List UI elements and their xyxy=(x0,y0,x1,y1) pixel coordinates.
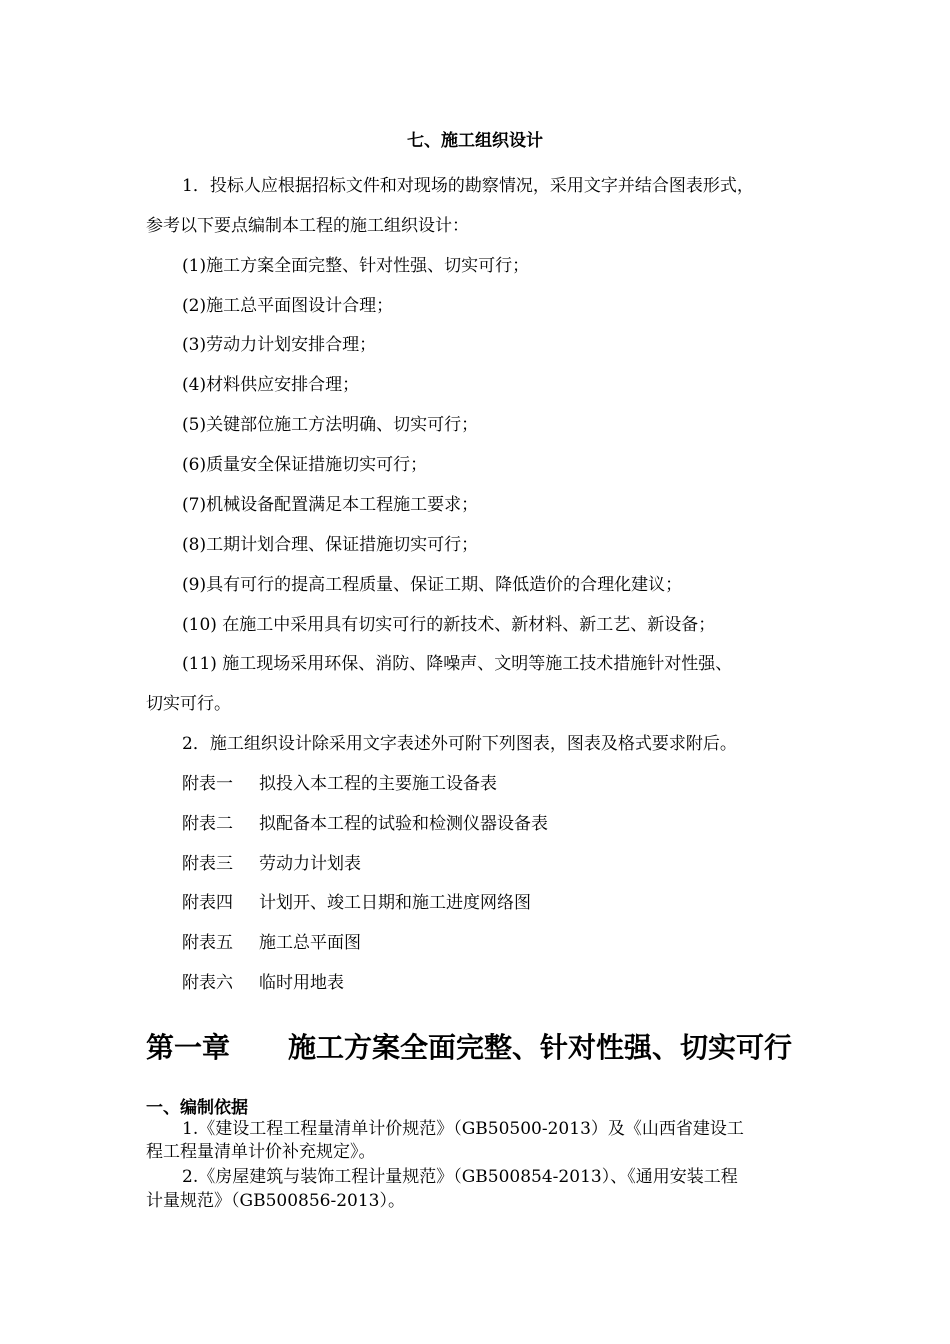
point-item: (5)关键部位施工方法明确、切实可行； xyxy=(182,415,479,435)
appendix-name: 拟配备本工程的试验和检测仪器设备表 xyxy=(259,814,548,834)
appendix-name: 计划开、竣工日期和施工进度网络图 xyxy=(259,893,531,913)
appendix-code: 附表二 xyxy=(182,814,233,834)
basis-item-line: 程工程量清单计价补充规定》。 xyxy=(146,1142,376,1162)
appendix-code: 附表六 xyxy=(182,973,233,993)
point-item: (2)施工总平面图设计合理； xyxy=(182,296,394,316)
appendix-code: 附表一 xyxy=(182,774,233,794)
appendix-code: 附表四 xyxy=(182,893,233,913)
appendix-item xyxy=(182,812,548,836)
appendix-code: 附表三 xyxy=(182,854,233,874)
appendix-item xyxy=(182,772,497,796)
point-item: (7)机械设备配置满足本工程施工要求； xyxy=(182,495,479,515)
point-item: (3)劳动力计划安排合理； xyxy=(182,335,377,355)
point-item: (8)工期计划合理、保证措施切实可行； xyxy=(182,535,479,555)
appendix-item xyxy=(182,852,361,876)
point-item: (1)施工方案全面完整、针对性强、切实可行； xyxy=(182,256,530,276)
appendix-item xyxy=(182,891,531,915)
appendix-item xyxy=(182,931,361,955)
appendix-code: 附表五 xyxy=(182,933,233,953)
appendix-name: 临时用地表 xyxy=(259,973,344,993)
basis-item-line: 2.《房屋建筑与装饰工程计量规范》（GB500854-2013）、《通用安装工程 xyxy=(182,1167,738,1187)
point-item: (6)质量安全保证措施切实可行； xyxy=(182,455,428,475)
appendix-name: 劳动力计划表 xyxy=(259,854,361,874)
appendix-name: 施工总平面图 xyxy=(259,933,361,953)
chapter-number: 第一章 xyxy=(146,1031,231,1064)
subsection-heading: 一、编制依据 xyxy=(146,1098,248,1118)
basis-item-line: 计量规范》（GB500856-2013）。 xyxy=(146,1191,405,1211)
point-item-continuation: 切实可行。 xyxy=(146,694,231,714)
point-item: (10) 在施工中采用具有切实可行的新技术、新材料、新工艺、新设备； xyxy=(182,615,716,635)
note-2: 2．施工组织设计除采用文字表述外可附下列图表，图表及格式要求附后。 xyxy=(182,734,737,754)
appendix-name: 拟投入本工程的主要施工设备表 xyxy=(259,774,497,794)
intro-line-2: 参考以下要点编制本工程的施工组织设计： xyxy=(146,216,469,236)
basis-item-line: 1.《建设工程工程量清单计价规范》（GB50500-2013）及《山西省建设工 xyxy=(182,1119,744,1139)
point-item: (9)具有可行的提高工程质量、保证工期、降低造价的合理化建议； xyxy=(182,575,683,595)
point-item: (11) 施工现场采用环保、消防、降噪声、文明等施工技术措施针对性强、 xyxy=(182,654,733,674)
chapter-title: 施工方案全面完整、针对性强、切实可行 xyxy=(288,1031,793,1064)
section-heading: 七、施工组织设计 xyxy=(407,131,543,151)
chapter-heading xyxy=(146,1026,792,1066)
appendix-item xyxy=(182,971,344,995)
point-item: (4)材料供应安排合理； xyxy=(182,375,360,395)
intro-line-1: 1．投标人应根据招标文件和对现场的勘察情况，采用文字并结合图表形式， xyxy=(182,176,754,196)
